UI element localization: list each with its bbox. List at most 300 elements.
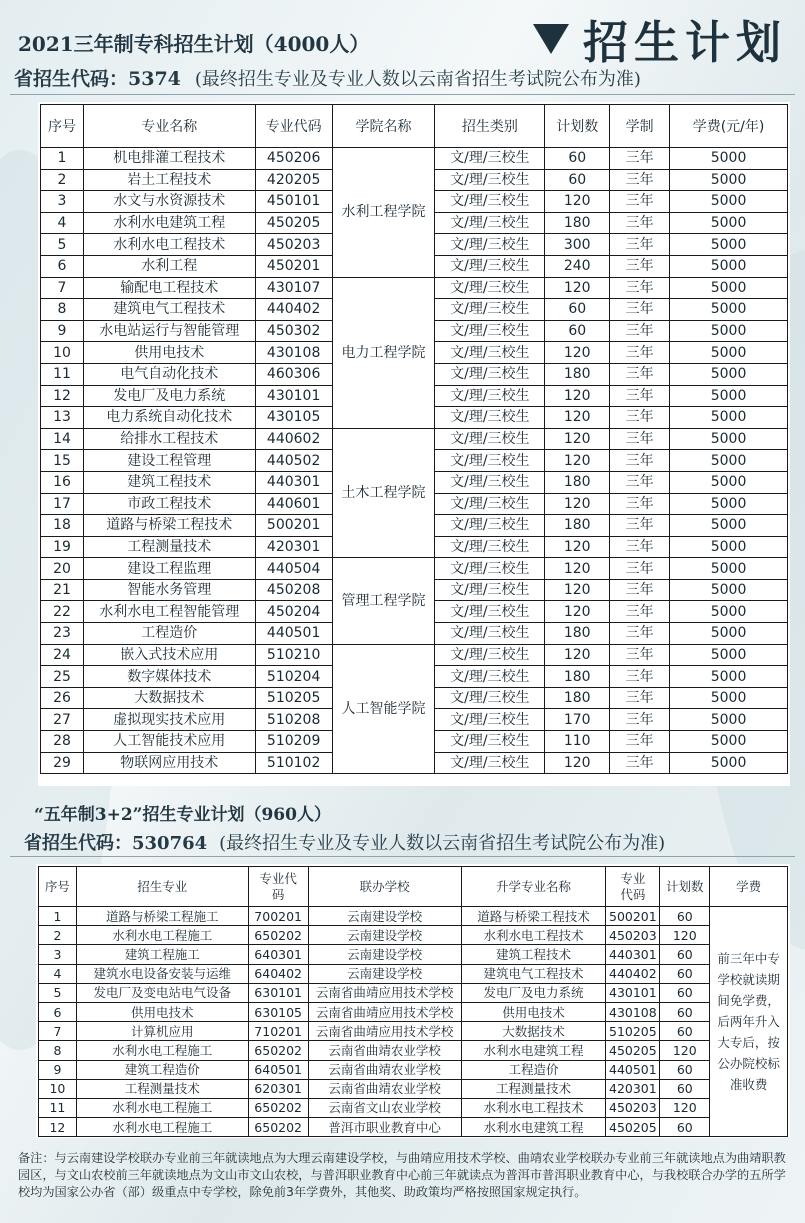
- table-cell: 450206: [255, 148, 332, 170]
- table-cell: 450208: [255, 579, 332, 601]
- table-cell: 建筑工程施工: [76, 945, 248, 964]
- table-cell: 450205: [255, 212, 332, 234]
- table-cell: 630105: [248, 1002, 308, 1021]
- table-cell: 15: [41, 450, 84, 472]
- table-cell: 文/理/三校生: [435, 299, 545, 321]
- table-cell: 供用电技术: [76, 1002, 248, 1021]
- table-cell: 文/理/三校生: [435, 644, 545, 666]
- table-cell: 文/理/三校生: [435, 709, 545, 731]
- table-row: [41, 428, 788, 450]
- table-cell: 60: [545, 148, 610, 170]
- college-cell: 电力工程学院: [332, 277, 435, 428]
- table-cell: 建筑水电设备安装与运维: [76, 964, 248, 983]
- table-cell: 440402: [255, 299, 332, 321]
- table-cell: 240: [545, 255, 610, 277]
- footnote: 备注：与云南建设学校联办专业前三年就读地点为大理云南建设学校，与曲靖应用技术学校、曲靖农业学校联办专业前三年就读地点为曲靖职教园区，与文山农校前三年就读地点为文山市文山农校，与普洱职业教育中心前三年就读点为普洱市普洱职业教育中心，与我校联合办学的五所学校均为国家公办省（部）级重点中专学校，除免前3年学费外，其他奖、助政策均严格按照国家规定执行。: [18, 1151, 786, 1199]
- divider: [10, 94, 795, 95]
- table-row: [39, 1002, 788, 1021]
- table-cell: 20: [41, 558, 84, 580]
- table-row: [39, 1098, 788, 1117]
- table-cell: 700201: [248, 907, 308, 926]
- table-cell: 4: [41, 212, 84, 234]
- table-cell: 三年: [610, 623, 670, 645]
- table-cell: 22: [41, 601, 84, 623]
- table-cell: 450302: [255, 320, 332, 342]
- table-cell: 建筑电气工程技术: [461, 964, 606, 983]
- table-cell: 28: [41, 731, 84, 753]
- header-cell: 升学专业名称: [461, 867, 606, 907]
- header-cell: 序号: [41, 105, 84, 148]
- table-cell: 水利水电工程技术: [83, 234, 255, 256]
- table-cell: 5000: [670, 579, 788, 601]
- table-cell: 三年: [610, 320, 670, 342]
- table-cell: 2: [39, 926, 77, 945]
- table-row: [39, 907, 788, 926]
- table-cell: 云南省曲靖农业学校: [308, 1041, 461, 1060]
- table-cell: 29: [41, 752, 84, 774]
- table-cell: 岩土工程技术: [83, 169, 255, 191]
- table-cell: 5000: [670, 666, 788, 688]
- table-cell: 工程测量技术: [461, 1079, 606, 1098]
- table-cell: 水利水电工程技术: [461, 1098, 606, 1117]
- table-cell: 120: [545, 579, 610, 601]
- table-cell: 文/理/三校生: [435, 579, 545, 601]
- table-cell: 云南省曲靖应用技术学校: [308, 1002, 461, 1021]
- college-cell: 水利工程学院: [332, 148, 435, 278]
- table-cell: 60: [660, 1079, 710, 1098]
- table-cell: 430101: [255, 385, 332, 407]
- table-cell: 建筑电气工程技术: [83, 299, 255, 321]
- table-cell: 水文与水资源技术: [83, 191, 255, 213]
- table-cell: 三年: [610, 299, 670, 321]
- table-cell: 60: [660, 964, 710, 983]
- table-cell: 虚拟现实技术应用: [83, 709, 255, 731]
- table-cell: 文/理/三校生: [435, 169, 545, 191]
- table-cell: 120: [660, 1098, 710, 1117]
- table-cell: 510102: [255, 752, 332, 774]
- table-cell: 文/理/三校生: [435, 731, 545, 753]
- table-cell: 物联网应用技术: [83, 752, 255, 774]
- table-cell: 110: [545, 731, 610, 753]
- table-cell: 120: [545, 493, 610, 515]
- table-cell: 普洱市职业教育中心: [308, 1118, 461, 1137]
- table-cell: 510208: [255, 709, 332, 731]
- table-cell: 文/理/三校生: [435, 666, 545, 688]
- table-cell: 建筑工程技术: [461, 945, 606, 964]
- table-cell: 60: [660, 1118, 710, 1137]
- table-cell: 650202: [248, 1098, 308, 1117]
- table-cell: 工程造价: [83, 623, 255, 645]
- table-cell: 440504: [255, 558, 332, 580]
- table-cell: 5000: [670, 644, 788, 666]
- table-cell: 180: [545, 471, 610, 493]
- table-cell: 60: [660, 945, 710, 964]
- table-cell: 三年: [610, 709, 670, 731]
- table-cell: 道路与桥梁工程技术: [461, 907, 606, 926]
- table-cell: 三年: [610, 666, 670, 688]
- table-cell: 三年: [610, 450, 670, 472]
- table-cell: 440301: [606, 945, 660, 964]
- table-cell: 三年: [610, 601, 670, 623]
- table-cell: 云南建设学校: [308, 945, 461, 964]
- table-cell: 21: [41, 579, 84, 601]
- table-cell: 650202: [248, 1041, 308, 1060]
- college-cell: 管理工程学院: [332, 558, 435, 644]
- table-cell: 三年: [610, 471, 670, 493]
- table-row: [39, 1079, 788, 1098]
- table-cell: 120: [545, 644, 610, 666]
- province-code-note-2: (最终招生专业及专业人数以云南省招生考试院公布为准): [219, 833, 666, 854]
- table-cell: 三年: [610, 407, 670, 429]
- table-cell: 440601: [255, 493, 332, 515]
- table-cell: 60: [660, 1060, 710, 1079]
- table-cell: 510205: [255, 687, 332, 709]
- table-cell: 640501: [248, 1060, 308, 1079]
- table-cell: 建筑工程造价: [76, 1060, 248, 1079]
- table-cell: 4: [39, 964, 77, 983]
- table-cell: 430105: [255, 407, 332, 429]
- college-cell: 人工智能学院: [332, 644, 435, 774]
- table-cell: 三年: [610, 752, 670, 774]
- table-cell: 60: [660, 1022, 710, 1041]
- divider: [10, 856, 795, 857]
- table-cell: 7: [41, 277, 84, 299]
- table-cell: 440501: [255, 623, 332, 645]
- table-cell: 17: [41, 493, 84, 515]
- table-cell: 12: [39, 1118, 77, 1137]
- table-cell: 机电排灌工程技术: [83, 148, 255, 170]
- table-row: [41, 558, 788, 580]
- table-cell: 5000: [670, 623, 788, 645]
- table-cell: 三年: [610, 212, 670, 234]
- header-cell: 专业代码: [255, 105, 332, 148]
- table-cell: 5000: [670, 687, 788, 709]
- table-cell: 440402: [606, 964, 660, 983]
- table-cell: 人工智能技术应用: [83, 731, 255, 753]
- table-cell: 60: [660, 1002, 710, 1021]
- table-cell: 8: [39, 1041, 77, 1060]
- table-cell: 云南省曲靖农业学校: [308, 1079, 461, 1098]
- table-cell: 460306: [255, 363, 332, 385]
- table-cell: 三年: [610, 363, 670, 385]
- table-cell: 650202: [248, 1118, 308, 1137]
- table-cell: 道路与桥梁工程技术: [83, 515, 255, 537]
- table-cell: 180: [545, 363, 610, 385]
- table-cell: 三年: [610, 428, 670, 450]
- table-cell: 18: [41, 515, 84, 537]
- table-cell: 文/理/三校生: [435, 450, 545, 472]
- header-cell: 学费: [710, 867, 788, 907]
- table-cell: 云南建设学校: [308, 907, 461, 926]
- header-cell: 学费(元/年): [670, 105, 788, 148]
- table-cell: 10: [41, 342, 84, 364]
- table-cell: 三年: [610, 536, 670, 558]
- table-cell: 输配电工程技术: [83, 277, 255, 299]
- table-cell: 640402: [248, 964, 308, 983]
- table-cell: 1: [39, 907, 77, 926]
- table-cell: 建筑工程技术: [83, 471, 255, 493]
- table-cell: 文/理/三校生: [435, 320, 545, 342]
- table-cell: 180: [545, 687, 610, 709]
- province-code-line-2: [24, 829, 665, 855]
- table-cell: 文/理/三校生: [435, 277, 545, 299]
- header-cell: 学院名称: [332, 105, 435, 148]
- table-cell: 450203: [606, 926, 660, 945]
- table-cell: 450205: [606, 1118, 660, 1137]
- table-cell: 三年: [610, 687, 670, 709]
- table-cell: 水利水电工程施工: [76, 1118, 248, 1137]
- table-cell: 云南省文山农业学校: [308, 1098, 461, 1117]
- table-cell: 120: [660, 1041, 710, 1060]
- province-code: 省招生代码：5374: [14, 68, 181, 90]
- table-cell: 5000: [670, 471, 788, 493]
- table-cell: 5000: [670, 709, 788, 731]
- table-cell: 工程造价: [461, 1060, 606, 1079]
- table-cell: 大数据技术: [83, 687, 255, 709]
- table-cell: 文/理/三校生: [435, 601, 545, 623]
- table-cell: 5000: [670, 299, 788, 321]
- table-cell: 5: [41, 234, 84, 256]
- table-cell: 500201: [255, 515, 332, 537]
- table-cell: 440301: [255, 471, 332, 493]
- table-cell: 水利水电建筑工程: [461, 1041, 606, 1060]
- table-cell: 120: [545, 342, 610, 364]
- table-cell: 5000: [670, 428, 788, 450]
- table-cell: 文/理/三校生: [435, 623, 545, 645]
- table-cell: 发电厂及电力系统: [461, 983, 606, 1002]
- table-cell: 三年: [610, 169, 670, 191]
- table-cell: 智能水务管理: [83, 579, 255, 601]
- table-cell: 450205: [606, 1041, 660, 1060]
- table-cell: 计算机应用: [76, 1022, 248, 1041]
- table-row: [41, 644, 788, 666]
- section1-title: 2021三年制专科招生计划（4000人）: [18, 32, 370, 56]
- table-cell: 三年: [610, 234, 670, 256]
- table-cell: 三年: [610, 255, 670, 277]
- table-cell: 水利水电工程施工: [76, 926, 248, 945]
- table-cell: 120: [545, 601, 610, 623]
- table-cell: 5000: [670, 342, 788, 364]
- table-cell: 5000: [670, 536, 788, 558]
- table-cell: 文/理/三校生: [435, 234, 545, 256]
- table-cell: 文/理/三校生: [435, 428, 545, 450]
- college-cell: 土木工程学院: [332, 428, 435, 558]
- province-code-line: [14, 64, 641, 91]
- fee-note-cell: 前三年中专学校就读期间免学费，后两年升入大专后，按公办院校标准收费: [710, 907, 788, 1137]
- table-cell: 文/理/三校生: [435, 385, 545, 407]
- header-cell: 专业代码: [606, 867, 660, 907]
- table-cell: 450204: [255, 601, 332, 623]
- table-cell: 440501: [606, 1060, 660, 1079]
- table-cell: 180: [545, 666, 610, 688]
- table-cell: 180: [545, 623, 610, 645]
- table-cell: 文/理/三校生: [435, 255, 545, 277]
- three-year-plan-table: [40, 104, 788, 774]
- table-cell: 电力系统自动化技术: [83, 407, 255, 429]
- table-cell: 5000: [670, 450, 788, 472]
- table-cell: 510204: [255, 666, 332, 688]
- table-cell: 710201: [248, 1022, 308, 1041]
- table-row: [39, 1060, 788, 1079]
- table-cell: 60: [545, 299, 610, 321]
- table-cell: 5000: [670, 407, 788, 429]
- table-row: [39, 1022, 788, 1041]
- table-cell: 文/理/三校生: [435, 148, 545, 170]
- table-cell: 5000: [670, 212, 788, 234]
- table-row: [39, 945, 788, 964]
- table-cell: 5000: [670, 191, 788, 213]
- table-cell: 三年: [610, 579, 670, 601]
- table-cell: 三年: [610, 644, 670, 666]
- table-cell: 发电厂及变电站电气设备: [76, 983, 248, 1002]
- table-cell: 工程测量技术: [76, 1079, 248, 1098]
- table-cell: 三年: [610, 731, 670, 753]
- table-cell: 水利工程: [83, 255, 255, 277]
- table-cell: 27: [41, 709, 84, 731]
- table-cell: 14: [41, 428, 84, 450]
- table-cell: 供用电技术: [461, 1002, 606, 1021]
- table-cell: 60: [660, 907, 710, 926]
- table-cell: 180: [545, 515, 610, 537]
- table-cell: 5000: [670, 493, 788, 515]
- table-cell: 三年: [610, 148, 670, 170]
- table-cell: 450101: [255, 191, 332, 213]
- table-cell: 430108: [255, 342, 332, 364]
- table-cell: 5: [39, 983, 77, 1002]
- table-cell: 5000: [670, 385, 788, 407]
- table-cell: 5000: [670, 363, 788, 385]
- province-code-2: 省招生代码：530764: [24, 833, 208, 854]
- table-cell: 电气自动化技术: [83, 363, 255, 385]
- table-cell: 6: [41, 255, 84, 277]
- table-cell: 5000: [670, 731, 788, 753]
- table-cell: 三年: [610, 493, 670, 515]
- table-cell: 620301: [248, 1079, 308, 1098]
- table-cell: 9: [41, 320, 84, 342]
- table-cell: 三年: [610, 515, 670, 537]
- table-cell: 水利水电工程技术: [461, 926, 606, 945]
- table-cell: 60: [545, 169, 610, 191]
- table-cell: 23: [41, 623, 84, 645]
- table-cell: 12: [41, 385, 84, 407]
- table-cell: 文/理/三校生: [435, 558, 545, 580]
- table-row: [41, 148, 788, 170]
- table-cell: 300: [545, 234, 610, 256]
- table-cell: 500201: [606, 907, 660, 926]
- table-cell: 450201: [255, 255, 332, 277]
- table-cell: 道路与桥梁工程施工: [76, 907, 248, 926]
- table-cell: 云南建设学校: [308, 964, 461, 983]
- header-cell: 序号: [39, 867, 77, 907]
- table-cell: 建设工程监理: [83, 558, 255, 580]
- table-cell: 大数据技术: [461, 1022, 606, 1041]
- table-cell: 120: [545, 536, 610, 558]
- province-code-note: (最终招生专业及专业人数以云南省招生考试院公布为准): [194, 69, 641, 90]
- header-cell: 招生类别: [435, 105, 545, 148]
- table-row: [39, 1118, 788, 1137]
- table-cell: 5000: [670, 601, 788, 623]
- table-row: [39, 1041, 788, 1060]
- table-cell: 8: [41, 299, 84, 321]
- table-cell: 10: [39, 1079, 77, 1098]
- table-cell: 120: [545, 428, 610, 450]
- table-row: [41, 277, 788, 299]
- page-title-text: 招生计划: [582, 16, 787, 69]
- table-cell: 水电站运行与智能管理: [83, 320, 255, 342]
- table-cell: 5000: [670, 255, 788, 277]
- table-cell: 120: [545, 558, 610, 580]
- table-cell: 120: [660, 926, 710, 945]
- header-cell: 联办学校: [308, 867, 461, 907]
- table-cell: 430101: [606, 983, 660, 1002]
- table-cell: 60: [660, 983, 710, 1002]
- table-cell: 26: [41, 687, 84, 709]
- table-cell: 文/理/三校生: [435, 191, 545, 213]
- header-cell: 招生专业: [76, 867, 248, 907]
- table-cell: 170: [545, 709, 610, 731]
- table-cell: 510205: [606, 1022, 660, 1041]
- table-cell: 文/理/三校生: [435, 363, 545, 385]
- table-cell: 13: [41, 407, 84, 429]
- table-cell: 三年: [610, 191, 670, 213]
- table-cell: 水利水电建筑工程: [461, 1118, 606, 1137]
- table-cell: 三年: [610, 385, 670, 407]
- table-cell: 文/理/三校生: [435, 212, 545, 234]
- table-cell: 数字媒体技术: [83, 666, 255, 688]
- table-cell: 3: [41, 191, 84, 213]
- table-cell: 120: [545, 191, 610, 213]
- table-header-row: [41, 105, 788, 148]
- table-cell: 5000: [670, 169, 788, 191]
- table-cell: 16: [41, 471, 84, 493]
- section2-title: “五年制3+2”招生专业计划（960人）: [34, 805, 331, 825]
- table-cell: 9: [39, 1060, 77, 1079]
- table-row: [39, 926, 788, 945]
- table-cell: 云南省曲靖应用技术学校: [308, 1022, 461, 1041]
- table-cell: 5000: [670, 277, 788, 299]
- table-cell: 2: [41, 169, 84, 191]
- table-cell: 180: [545, 212, 610, 234]
- table-cell: 5000: [670, 558, 788, 580]
- table-cell: 云南建设学校: [308, 926, 461, 945]
- table-cell: 3: [39, 945, 77, 964]
- table-cell: 420301: [255, 536, 332, 558]
- table-cell: 6: [39, 1002, 77, 1021]
- table-cell: 450203: [606, 1098, 660, 1117]
- table-cell: 120: [545, 450, 610, 472]
- table-cell: 云南省曲靖农业学校: [308, 1060, 461, 1079]
- table-header-row: [39, 867, 788, 907]
- table-cell: 给排水工程技术: [83, 428, 255, 450]
- table-cell: 19: [41, 536, 84, 558]
- table-cell: 440602: [255, 428, 332, 450]
- table-cell: 文/理/三校生: [435, 342, 545, 364]
- table-cell: 650202: [248, 926, 308, 945]
- table-cell: 120: [545, 407, 610, 429]
- table-cell: 水利水电工程施工: [76, 1098, 248, 1117]
- table-cell: 120: [545, 385, 610, 407]
- table-cell: 510209: [255, 731, 332, 753]
- table-cell: 7: [39, 1022, 77, 1041]
- table-cell: 建设工程管理: [83, 450, 255, 472]
- header-cell: 计划数: [545, 105, 610, 148]
- table-cell: 发电厂及电力系统: [83, 385, 255, 407]
- five-year-plan-table: [38, 866, 788, 1137]
- table-cell: 文/理/三校生: [435, 471, 545, 493]
- table-cell: 云南省曲靖应用技术学校: [308, 983, 461, 1002]
- table-cell: 5000: [670, 515, 788, 537]
- table-cell: 三年: [610, 558, 670, 580]
